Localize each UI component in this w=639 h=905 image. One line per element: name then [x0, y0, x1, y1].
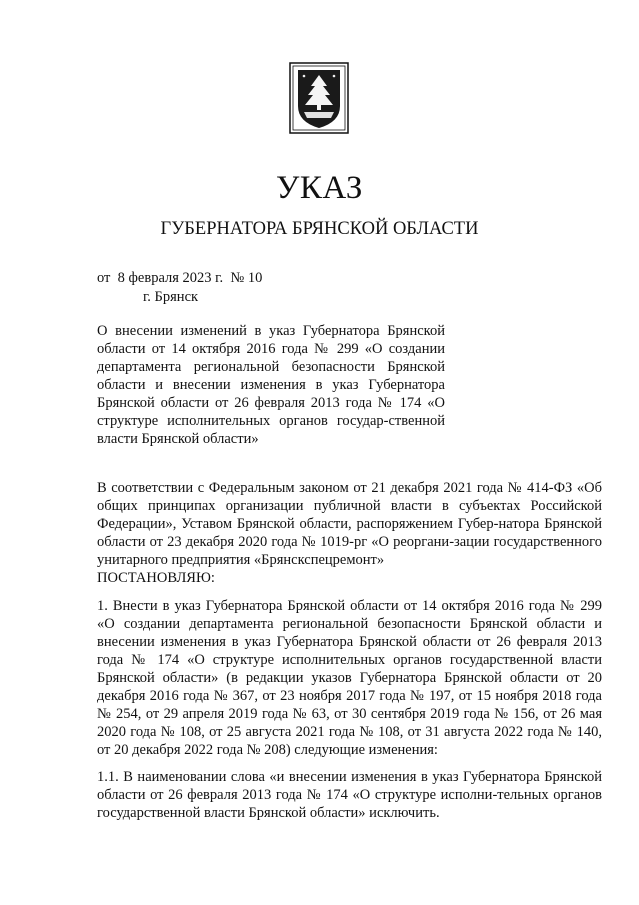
paragraph-item-1: 1. Внести в указ Губернатора Брянской области от 14 октября 2016 года № 299 «О создании департамента региональной безопасности Брянской области и внесении изменения в указ Губернатора Брянской области от 26 февраля 2013 года № 174 «О структуре исполнительных органов государственной власти Брянской области» (в редакции указов Губернатора Брянской области от 20 декабря 2016 года № 367, от 23 ноября 2017 года № 197, от 15 ноября 2018 года № 254, от 29 апреля 2019 года № 63, от 30 сентября 2019 года № 156, от 26 мая 2020 года № 108, от 25 августа 2021 года № 108, от 31 августа 2022 года № 140, от 20 декабря 2022 года № 208) следующие изменения: [97, 598, 602, 758]
coat-of-arms-icon [289, 62, 349, 134]
date-number-line: от 8 февраля 2023 г. № 10 [97, 270, 263, 286]
document-heading: О внесении изменений в указ Губернатора Брянской области от 14 октября 2016 года № 299 «О создании департамента региональной безопасности Брянской области и внесении изменения в указ Губернатора Брянской области от 26 февраля 2013 года № 174 «О структуре исполнительных органов государ-ственной власти Брянской области» [97, 323, 445, 447]
document-title: УКАЗ [276, 170, 363, 206]
paragraph-item-1-1: 1.1. В наименовании слова «и внесении изменения в указ Губернатора Брянской области от 26 февраля 2013 года № 174 «О структуре исполни-тельных органов государственной власти Брянской области» исключить. [97, 769, 602, 821]
city-line: г. Брянск [143, 289, 199, 305]
document-meta [97, 269, 262, 307]
document-subtitle: ГУБЕРНАТОРА БРЯНСКОЙ ОБЛАСТИ [160, 219, 479, 239]
paragraph-preamble: В соответствии с Федеральным законом от 21 декабря 2021 года № 414-ФЗ «Об общих принципах организации публичной власти в субъектах Российской Федерации», Уставом Брянской области, распоряжением Губер-натора Брянской области от 23 декабря 2020 года № 1019-рг «О реоргани-зации государственного унитарного предприятия «Брянскспецремонт» ПОСТАНОВЛЯЮ: [97, 480, 602, 586]
